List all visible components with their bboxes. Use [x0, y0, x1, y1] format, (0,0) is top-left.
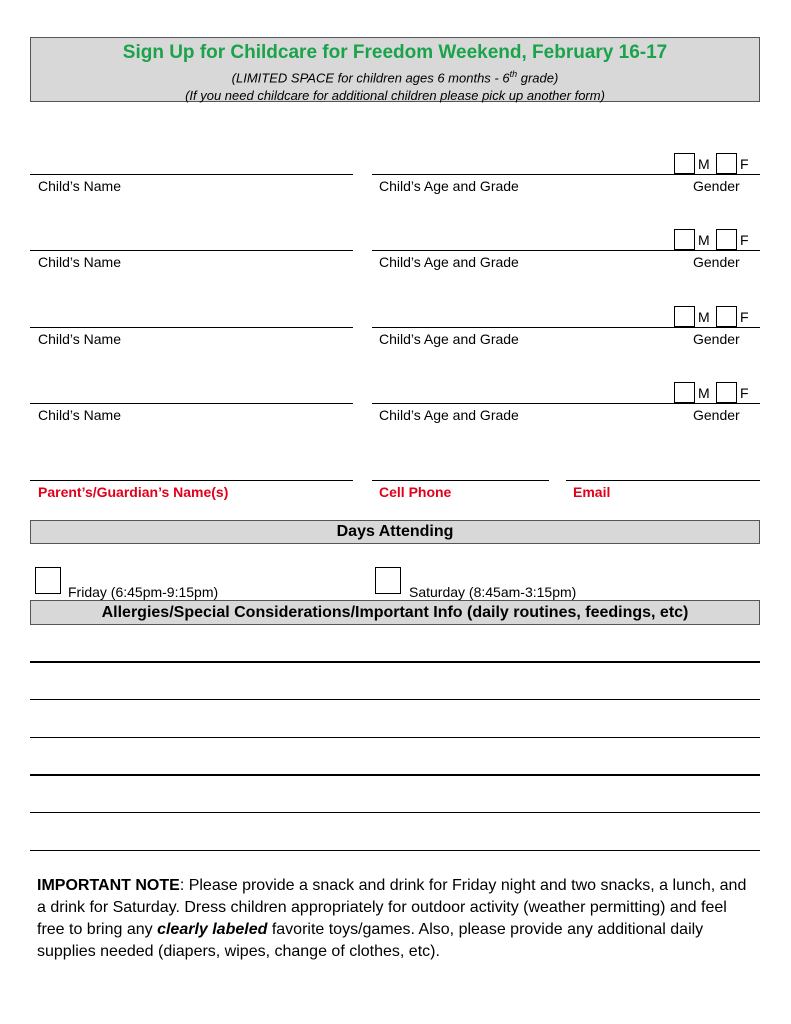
- child-name-field[interactable]: [30, 403, 353, 404]
- allergies-line[interactable]: [30, 850, 760, 851]
- gender-m-label: M: [698, 232, 710, 248]
- important-note-text: : Please provide a snack and drink for Friday night and two snacks, a lunch, and a drink for Saturday. Dress children appropriately for outdoor activity (weather permitting) and feel free to bring any: [37, 877, 747, 938]
- subtitle-text-end: grade): [517, 70, 559, 86]
- gender-f-checkbox[interactable]: [716, 382, 737, 403]
- gender-m-checkbox[interactable]: [674, 382, 695, 403]
- allergies-line[interactable]: [30, 737, 760, 738]
- form-header: [30, 37, 760, 102]
- allergies-heading: Allergies/Special Considerations/Important Info (daily routines, feedings, etc): [30, 600, 760, 625]
- gender-f-checkbox[interactable]: [716, 229, 737, 250]
- child-name-field[interactable]: [30, 250, 353, 251]
- gender-label: Gender: [693, 407, 740, 423]
- gender-m-label: M: [698, 385, 710, 401]
- form-subtitle-additional: (If you need childcare for additional children please pick up another form): [185, 88, 605, 104]
- important-note-emphasis: clearly labeled: [157, 921, 268, 938]
- email-field[interactable]: [566, 480, 760, 481]
- subtitle-sup: th: [509, 69, 518, 79]
- gender-m-label: M: [698, 156, 710, 172]
- gender-f-label: F: [740, 232, 749, 248]
- child-name-label: Child’s Name: [38, 254, 121, 270]
- gender-f-checkbox[interactable]: [716, 306, 737, 327]
- gender-f-checkbox[interactable]: [716, 153, 737, 174]
- child-age-label: Child’s Age and Grade: [379, 178, 519, 194]
- child-name-field[interactable]: [30, 174, 353, 175]
- form-title: Sign Up for Childcare for Freedom Weekend, February 16-17: [122, 42, 668, 63]
- child-age-field[interactable]: [372, 250, 760, 251]
- gender-m-checkbox[interactable]: [674, 229, 695, 250]
- gender-f-label: F: [740, 385, 749, 401]
- child-name-label: Child’s Name: [38, 407, 121, 423]
- child-age-field[interactable]: [372, 403, 760, 404]
- cell-phone-field[interactable]: [372, 480, 549, 481]
- gender-m-checkbox[interactable]: [674, 153, 695, 174]
- saturday-checkbox[interactable]: [375, 567, 401, 594]
- saturday-label: Saturday (8:45am-3:15pm): [409, 584, 577, 600]
- days-attending-heading: Days Attending: [30, 520, 760, 544]
- gender-m-checkbox[interactable]: [674, 306, 695, 327]
- child-age-label: Child’s Age and Grade: [379, 254, 519, 270]
- parent-name-field[interactable]: [30, 480, 353, 481]
- child-age-label: Child’s Age and Grade: [379, 407, 519, 423]
- child-age-field[interactable]: [372, 174, 760, 175]
- child-name-label: Child’s Name: [38, 331, 121, 347]
- gender-label: Gender: [693, 254, 740, 270]
- gender-label: Gender: [693, 178, 740, 194]
- child-age-field[interactable]: [372, 327, 760, 328]
- important-note-text-end: favorite toys/games. Also, please provide any additional daily supplies needed (diapers, wipes, change of clothes, etc).: [37, 921, 704, 960]
- child-name-label: Child’s Name: [38, 178, 121, 194]
- allergies-line[interactable]: [30, 812, 760, 813]
- gender-label: Gender: [693, 331, 740, 347]
- form-subtitle-limited: [31, 66, 759, 86]
- gender-f-label: F: [740, 309, 749, 325]
- allergies-line[interactable]: [30, 661, 760, 663]
- child-name-field[interactable]: [30, 327, 353, 328]
- subtitle-text: (LIMITED SPACE for children ages 6 months - 6: [231, 70, 510, 86]
- friday-checkbox[interactable]: [35, 567, 61, 594]
- gender-f-label: F: [740, 156, 749, 172]
- child-age-label: Child’s Age and Grade: [379, 331, 519, 347]
- important-note: [37, 875, 757, 963]
- important-note-lead: IMPORTANT NOTE: [37, 877, 180, 894]
- allergies-line[interactable]: [30, 699, 760, 700]
- parent-name-label: Parent’s/Guardian’s Name(s): [38, 484, 229, 500]
- allergies-line[interactable]: [30, 774, 760, 776]
- cell-phone-label: Cell Phone: [379, 484, 452, 500]
- gender-m-label: M: [698, 309, 710, 325]
- friday-label: Friday (6:45pm-9:15pm): [68, 584, 219, 600]
- email-label: Email: [573, 484, 611, 500]
